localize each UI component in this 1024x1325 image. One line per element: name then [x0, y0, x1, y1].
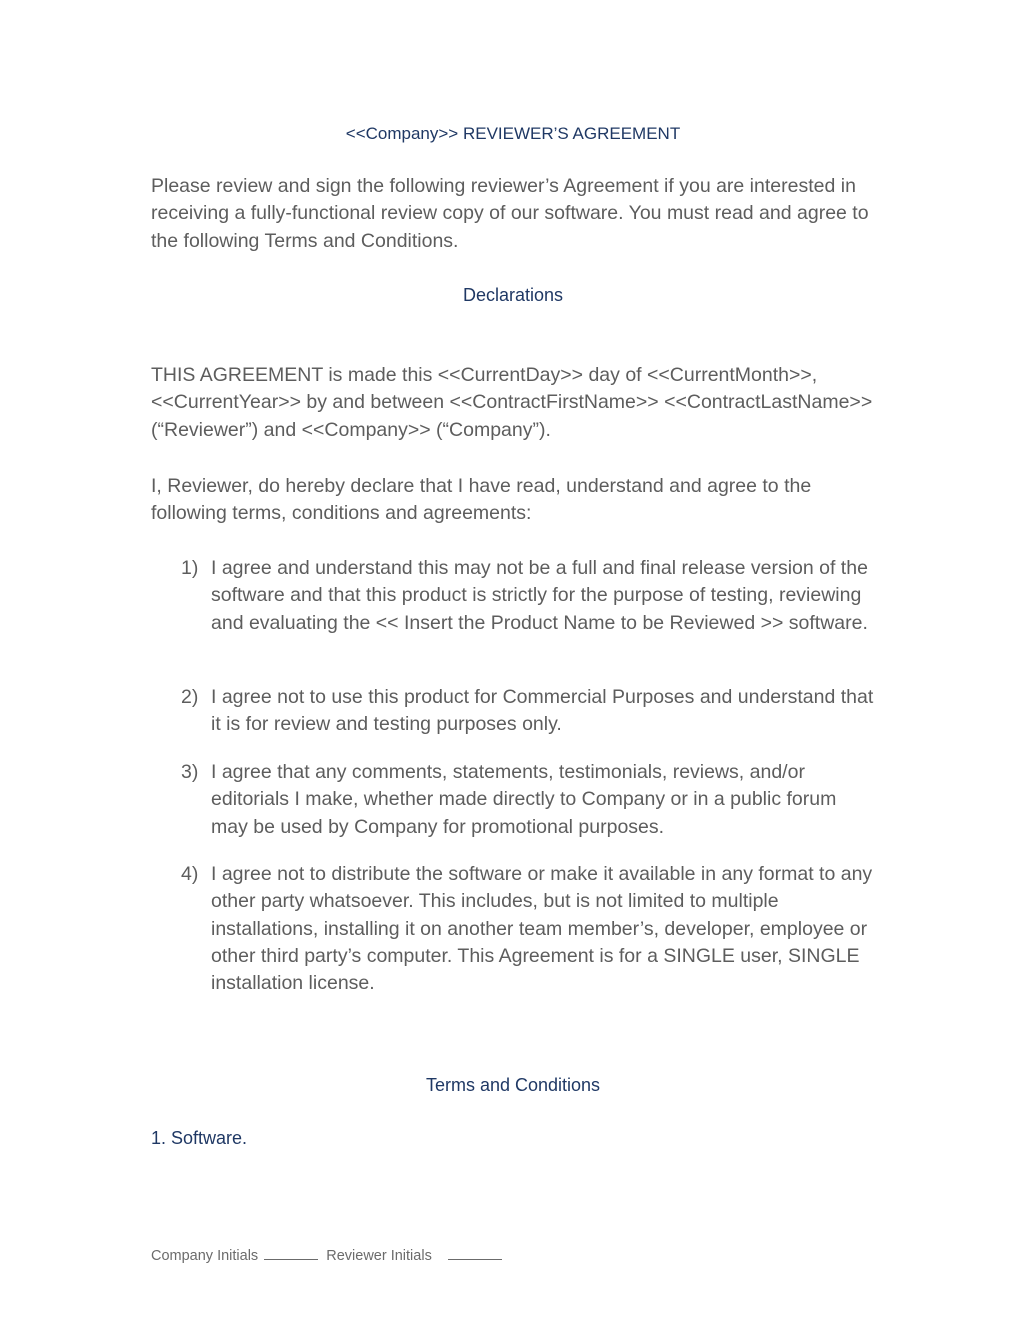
list-item-number: 2) — [181, 686, 199, 708]
agreement-paragraph: THIS AGREEMENT is made this <<CurrentDay>> day of <<CurrentMonth>>, <<CurrentYear>> by and between <<ContractFirstName>> <<ContractLastName>> (“Reviewer”) and <<Company>> (“Company”). — [151, 364, 873, 441]
document-page — [151, 0, 875, 1325]
list-item-number: 3) — [181, 761, 199, 783]
declarations-heading: Declarations — [462, 285, 564, 305]
company-initials-label: Company Initials — [151, 1248, 259, 1264]
list-item-number: 1) — [181, 557, 199, 579]
list-item-text: I agree not to distribute the software or make it available in any format to any other party whatsoever. This includes, but is not limited to multiple installations, installing it on another team member’s, developer, employee or other third party’s computer. This Agreement is for a SINGLE user, SINGLE installation license. — [211, 863, 873, 995]
list-item-number: 4) — [181, 863, 199, 885]
list-item-text: I agree that any comments, statements, testimonials, reviews, and/or editorials I make, whether made directly to Company or in a public forum may be used by Company for promotional purposes. — [211, 761, 837, 838]
company-initials-field[interactable] — [264, 1245, 318, 1260]
section-1-heading: 1. Software. — [151, 1128, 248, 1148]
document-title: <<Company>> REVIEWER’S AGREEMENT — [345, 124, 681, 143]
initials-footer — [151, 1245, 506, 1266]
declaration-paragraph: I, Reviewer, do hereby declare that I have read, understand and agree to the following terms, conditions and agreements: — [151, 475, 812, 525]
reviewer-initials-label: Reviewer Initials — [326, 1248, 432, 1264]
terms-heading: Terms and Conditions — [425, 1075, 601, 1095]
list-item-text: I agree not to use this product for Commercial Purposes and understand that it is for review and testing purposes only. — [211, 686, 874, 736]
intro-paragraph: Please review and sign the following reviewer’s Agreement if you are interested in receiving a fully-functional review copy of our software. You must read and agree to the following Terms and Conditions. — [151, 175, 869, 252]
reviewer-initials-field[interactable] — [448, 1245, 502, 1260]
list-item-text: I agree and understand this may not be a full and final release version of the software and that this product is strictly for the purpose of testing, reviewing and evaluating the << Insert the Product Name to be Reviewed >> software. — [211, 557, 868, 634]
